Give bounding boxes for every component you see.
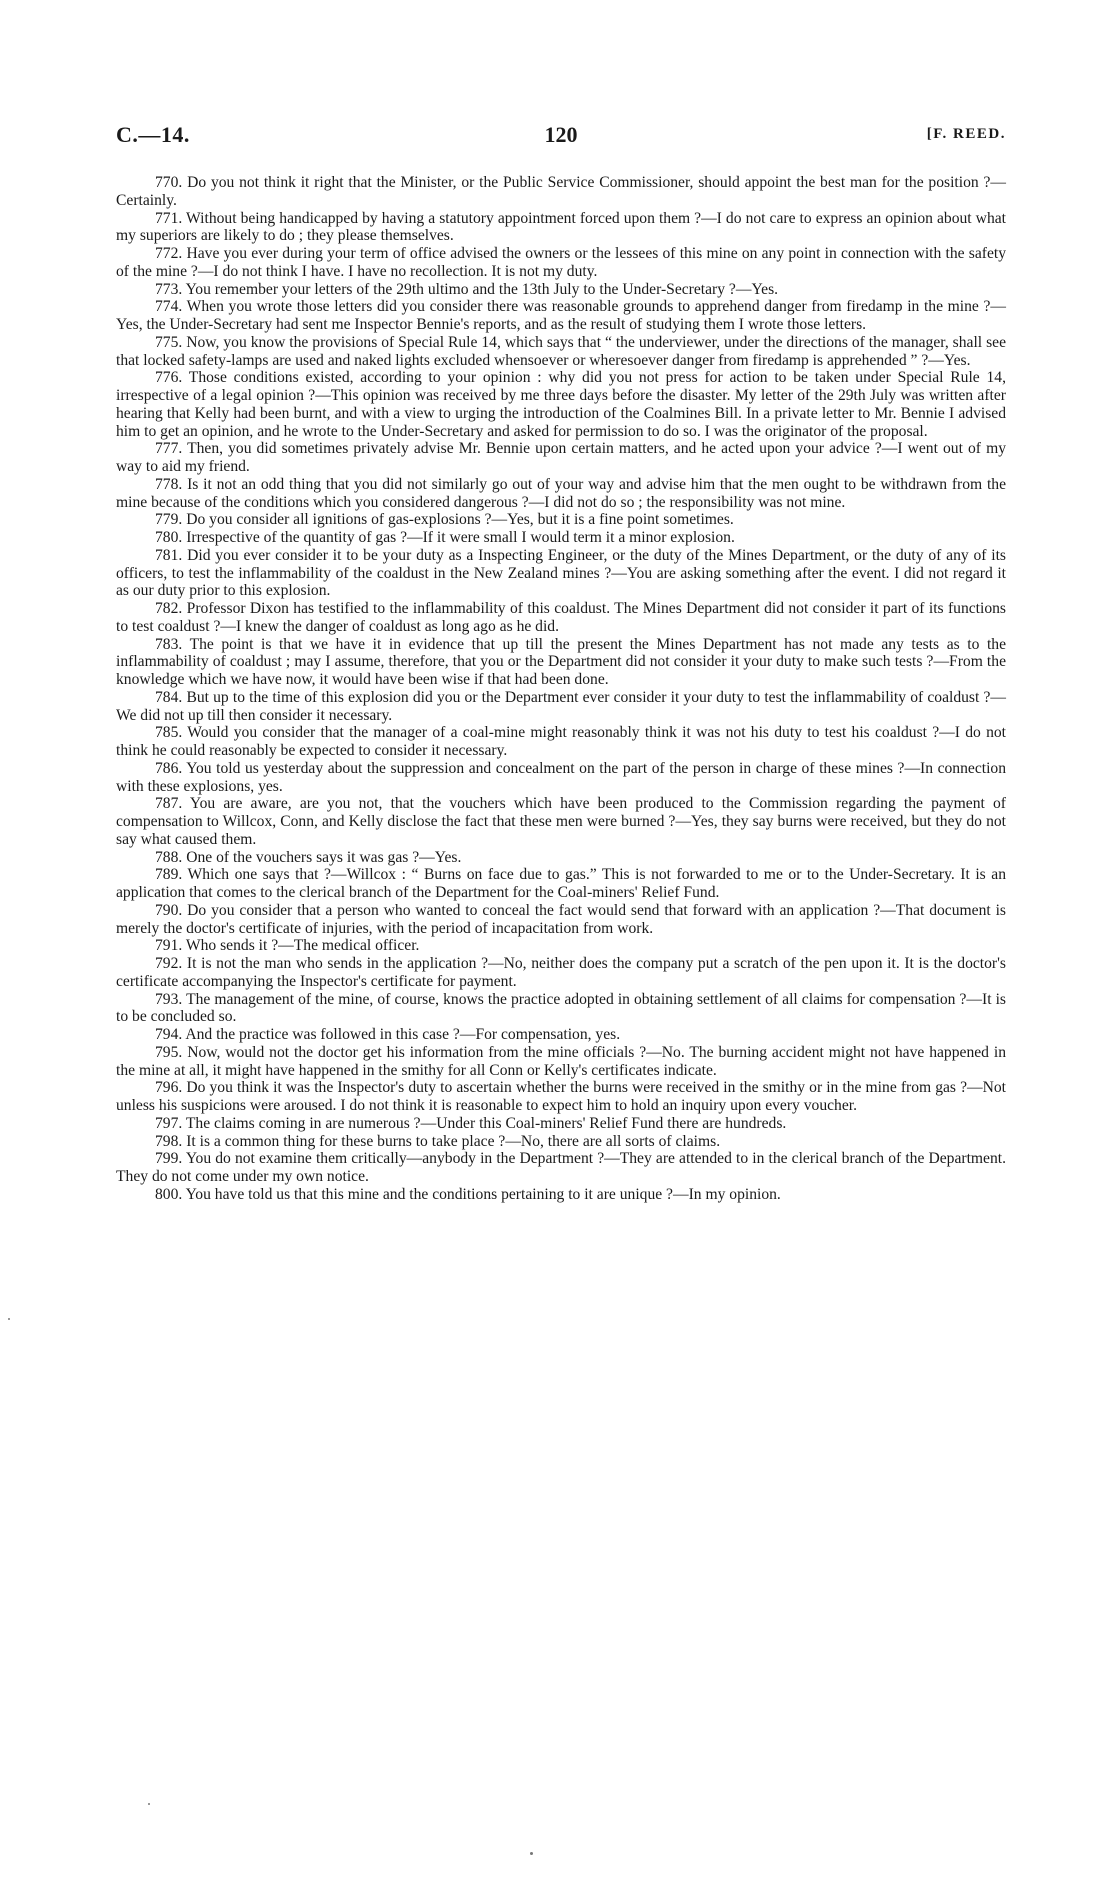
paragraph-793: 793. The management of the mine, of course, knows the practice adopted in obtaining settlement of all claims for compensation ?—It is to be concluded so. (116, 990, 1006, 1026)
paragraph-773: 773. You remember your letters of the 29th ultimo and the 13th July to the Under-Secretary ?—Yes. (155, 280, 779, 298)
paragraph-785: 785. Would you consider that the manager of a coal-mine might reasonably think it was not his duty to test his coaldust ?—I do not think he could reasonably be expected to consider it necessary. (116, 724, 1006, 759)
paragraph-799: 799. You do not examine them critically—anybody in the Department ?—They are attended to in the clerical branch of the Department. They do not come under my own notice. (116, 1150, 1006, 1185)
page-header (116, 122, 1006, 156)
paragraph-794: 794. And the practice was followed in this case ?—For compensation, yes. (155, 1026, 621, 1043)
scan-speck (530, 1852, 533, 1855)
paragraph-780: 780. Irrespective of the quantity of gas ?—If it were small I would term it a minor explosion. (155, 529, 735, 546)
witness-name: [F. REED. (926, 126, 1006, 142)
paragraph-781: 781. Did you ever consider it to be your duty as a Inspecting Engineer, or the duty of the Mines Department, or the duty of any of its officers, to test the inflammability of the coaldust in the New Zealand mines ?—You are asking something after the event. I did not regard it as our duty prior to this explosion. (116, 546, 1006, 600)
paragraph-783: 783. The point is that we have it in evidence that up till the present the Mines Department has not made any tests as to the inflammability of coaldust ; may I assume, therefore, that you or the Department did not consider it your duty to make such tests ?—From the knowledge which we have now, it would have been wise if that had been done. (116, 635, 1006, 688)
paragraph-786: 786. You told us yesterday about the suppression and concealment on the part of the person in charge of these mines ?—In connection with these explosions, yes. (116, 759, 1006, 795)
paragraph-797: 797. The claims coming in are numerous ?—Under this Coal-miners' Relief Fund there are hundreds. (155, 1114, 787, 1132)
scan-speck (148, 1803, 150, 1805)
paragraph-795: 795. Now, would not the doctor get his information from the mine officials ?—No. The burning accident might not have happened in the mine at all, it might have happened in the smithy for all Conn or Kelly's certificates indicate. (116, 1043, 1006, 1079)
paragraph-774: 774. When you wrote those letters did you consider there was reasonable grounds to apprehend danger from firedamp in the mine ?—Yes, the Under-Secretary had sent me Inspector Bennie's reports, and as the result of studying them I wrote those letters. (116, 298, 1006, 333)
paragraph-789: 789. Which one says that ?—Willcox : “ Burns on face due to gas.” This is not forwarded to me or to the Under-Secretary. It is an application that comes to the clerical branch of the Department for the Coal-miners' Relief Fund. (116, 866, 1006, 901)
paragraph-772: 772. Have you ever during your term of office advised the owners or the lessees of this mine on any point in connection with the safety of the mine ?—I do not think I have. I have no recollection. It is not my duty. (116, 245, 1006, 280)
paragraph-778: 778. Is it not an odd thing that you did not similarly go out of your way and advise him that the men ought to be withdrawn from the mine because of the conditions which you considered dangerous ?—I did not do so ; the responsibility was not mine. (116, 475, 1006, 511)
scan-speck (8, 1318, 10, 1320)
paragraph-800: 800. You have told us that this mine and the conditions pertaining to it are unique ?—In my opinion. (155, 1185, 781, 1203)
paragraph-788: 788. One of the vouchers says it was gas ?—Yes. (155, 848, 462, 866)
paragraph-777: 777. Then, you did sometimes privately advise Mr. Bennie upon certain matters, and he acted upon your advice ?—I went out of my way to aid my friend. (116, 440, 1006, 475)
paragraph-792: 792. It is not the man who sends in the application ?—No, neither does the company put a scratch of the pen upon it. It is the doctor's certificate accompanying the Inspector's certificate for payment. (116, 955, 1006, 990)
paragraph-790: 790. Do you consider that a person who wanted to conceal the fact would send that forward with an application ?—That document is merely the doctor's certificate of injuries, with the period of incapacitation from work. (116, 901, 1006, 937)
evidence-text (116, 174, 1006, 1204)
paragraph-791: 791. Who sends it ?—The medical officer. (155, 937, 420, 955)
page-number: 120 (544, 122, 578, 147)
paragraph-796: 796. Do you think it was the Inspector's duty to ascertain whether the burns were received in the smithy or in the mine from gas ?—Not unless his suspicions were aroused. I do not think it is reasonable to expect him to hold an inquiry upon every voucher. (116, 1079, 1006, 1114)
paragraph-779: 779. Do you consider all ignitions of gas-explosions ?—Yes, but it is a fine point sometimes. (155, 511, 734, 529)
paragraph-784: 784. But up to the time of this explosion did you or the Department ever consider it your duty to test the inflammability of coaldust ?—We did not up till then consider it necessary. (116, 688, 1006, 724)
paragraph-770: 770. Do you not think it right that the Minister, or the Public Service Commissioner, should appoint the best man for the position ?—Certainly. (116, 174, 1006, 209)
paragraph-798: 798. It is a common thing for these burns to take place ?—No, there are all sorts of claims. (155, 1132, 721, 1150)
paragraph-771: 771. Without being handicapped by having a statutory appointment forced upon them ?—I do not care to express an opinion about what my superiors are likely to do ; they please themselves. (116, 209, 1006, 245)
paragraph-775: 775. Now, you know the provisions of Special Rule 14, which says that “ the underviewer, under the directions of the manager, shall see that locked safety-lamps are used and naked lights excluded whensoever or wheresoever danger from firedamp is apprehended ” ?—Yes. (116, 333, 1006, 369)
paragraph-776: 776. Those conditions existed, according to your opinion : why did you not press for action to be taken under Special Rule 14, irrespective of a legal opinion ?—This opinion was received by me three days before the disaster. My letter of the 29th July was written after hearing that Kelly had been burnt, and with a view to urging the introduction of the Coalmines Bill. In a private letter to Mr. Bennie I advised him to get an opinion, and he wrote to the Under-Secretary and asked for permission to do so. I was the originator of the proposal. (116, 369, 1006, 440)
paragraph-782: 782. Professor Dixon has testified to the inflammability of this coaldust. The Mines Department did not consider it part of its functions to test coaldust ?—I knew the danger of coaldust as long ago as he did. (116, 600, 1006, 635)
document-reference: C.—14. (116, 122, 190, 147)
paragraph-787: 787. You are aware, are you not, that the vouchers which have been produced to the Commission regarding the payment of compensation to Willcox, Conn, and Kelly disclose the fact that these men were burned ?—Yes, they say burns were received, but they do not say what caused them. (116, 795, 1006, 848)
